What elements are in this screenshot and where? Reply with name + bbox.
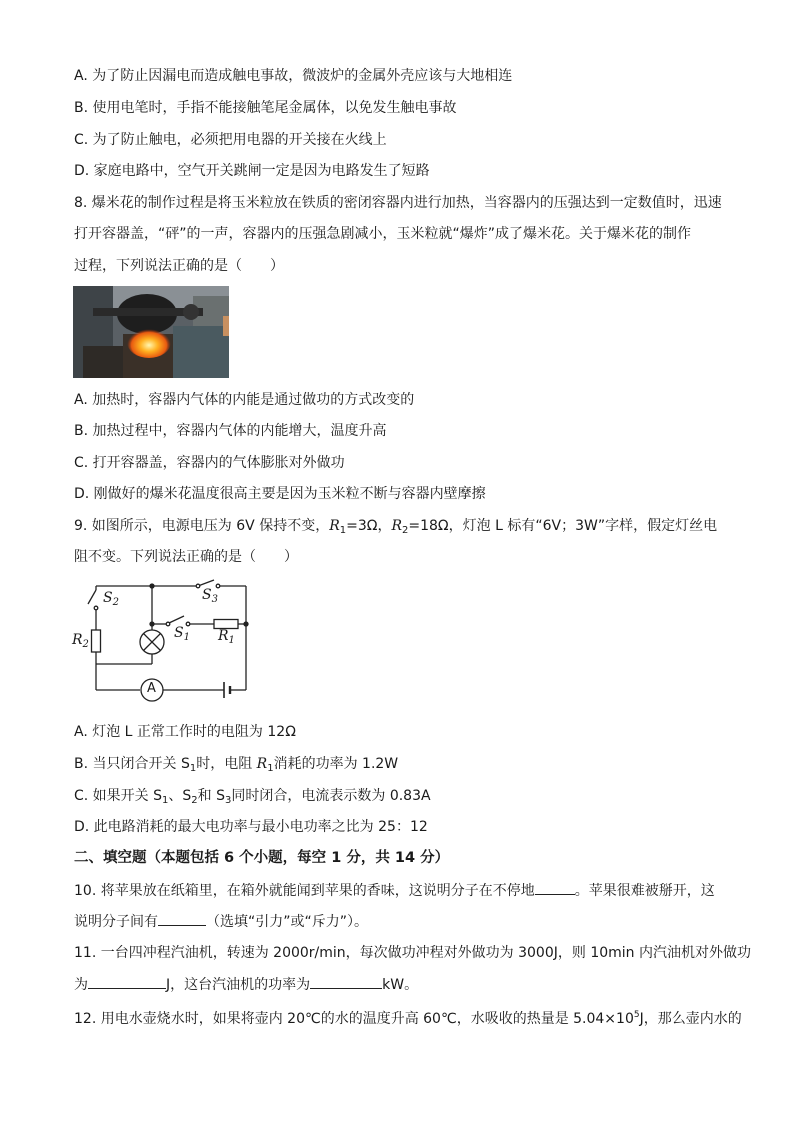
q11-blank-2[interactable]: [310, 974, 382, 989]
q10-blank-2[interactable]: [158, 911, 206, 926]
q10-blank-1[interactable]: [535, 880, 575, 895]
q10-line1: 10. 将苹果放在纸箱里，在箱外就能闻到苹果的香味，这说明分子在不停地 。苹果很难被掰开，这: [74, 880, 715, 901]
q7-option-b: B. 使用电笔时，手指不能接触笔尾金属体，以免发生触电事故: [74, 100, 457, 116]
q10-line2: 说明分子间有 （选填“引力”或“斥力”）。: [74, 911, 368, 932]
section-heading-fill-blank: 二、填空题（本题包括 6 个小题，每空 1 分，共 14 分）: [74, 850, 450, 866]
label-r2: $R_2$: [72, 632, 89, 650]
q9-stem-line2: 阻不变。下列说法正确的是（ ）: [74, 549, 298, 565]
q8-stem-line2: 打开容器盖，“砰”的一声，容器内的压强急剧减小，玉米粒就“爆炸”成了爆米花。关于爆米花的制作: [74, 226, 692, 242]
q8-option-b: B. 加热过程中，容器内气体的内能增大，温度升高: [74, 423, 387, 439]
label-s1: $S_1$: [174, 625, 190, 643]
q9-stem-line1: 9. 如图所示，电源电压为 6V 保持不变，$R_1=3\Omega$，$R_2=18\Omega$，灯泡 L 标有“6V；3W”字样，假定灯丝电: [74, 518, 718, 536]
label-s2: $S_2$: [103, 590, 119, 608]
ammeter-label: A: [147, 681, 156, 696]
q9-option-c: C. 如果开关 $S_1$、$S_2$和 $S_3$同时闭合，电流表示数为 0.83A: [74, 788, 431, 806]
q11-blank-1[interactable]: [88, 974, 166, 989]
q7-option-a: A. 为了防止因漏电而造成触电事故，微波炉的金属外壳应该与大地相连: [74, 68, 513, 84]
q11-line1: 11. 一台四冲程汽油机，转速为 2000r/min，每次做功冲程对外做功为 3000J，则 10min 内汽油机对外做功: [74, 945, 751, 961]
q7-option-d: D. 家庭电路中，空气开关跳闸一定是因为电路发生了短路: [74, 163, 430, 179]
label-s3: $S_3$: [202, 587, 218, 605]
popcorn-machine-photo: [73, 286, 229, 378]
q8-option-c: C. 打开容器盖，容器内的气体膨胀对外做功: [74, 455, 345, 471]
q12-line1: 12. 用电水壶烧水时，如果将壶内 20℃的水的温度升高 60℃，水吸收的热量是 $5.04\times 10^5J$，那么壶内水的: [74, 1010, 742, 1027]
q8-option-a: A. 加热时，容器内气体的内能是通过做功的方式改变的: [74, 392, 415, 408]
q11-line2: 为 J，这台汽油机的功率为 kW。: [74, 974, 418, 995]
q8-option-d: D. 刚做好的爆米花温度很高主要是因为玉米粒不断与容器内壁摩擦: [74, 486, 486, 502]
circuit-diagram: [68, 572, 258, 710]
q7-option-c: C. 为了防止触电，必须把用电器的开关接在火线上: [74, 132, 387, 148]
q8-stem-line3: 过程，下列说法正确的是（ ）: [74, 258, 284, 274]
q9-option-d: D. 此电路消耗的最大电功率与最小电功率之比为 25：12: [74, 819, 428, 835]
q9-option-a: A. 灯泡 L 正常工作时的电阻为 12Ω: [74, 724, 296, 740]
q8-stem-line1: 8. 爆米花的制作过程是将玉米粒放在铁质的密闭容器内进行加热，当容器内的压强达到一定数值时，迅速: [74, 195, 722, 211]
q9-option-b: B. 当只闭合开关 $S_1$时，电阻 $R_1$消耗的功率为 1.2W: [74, 756, 399, 774]
label-r1: $R_1$: [218, 628, 235, 646]
